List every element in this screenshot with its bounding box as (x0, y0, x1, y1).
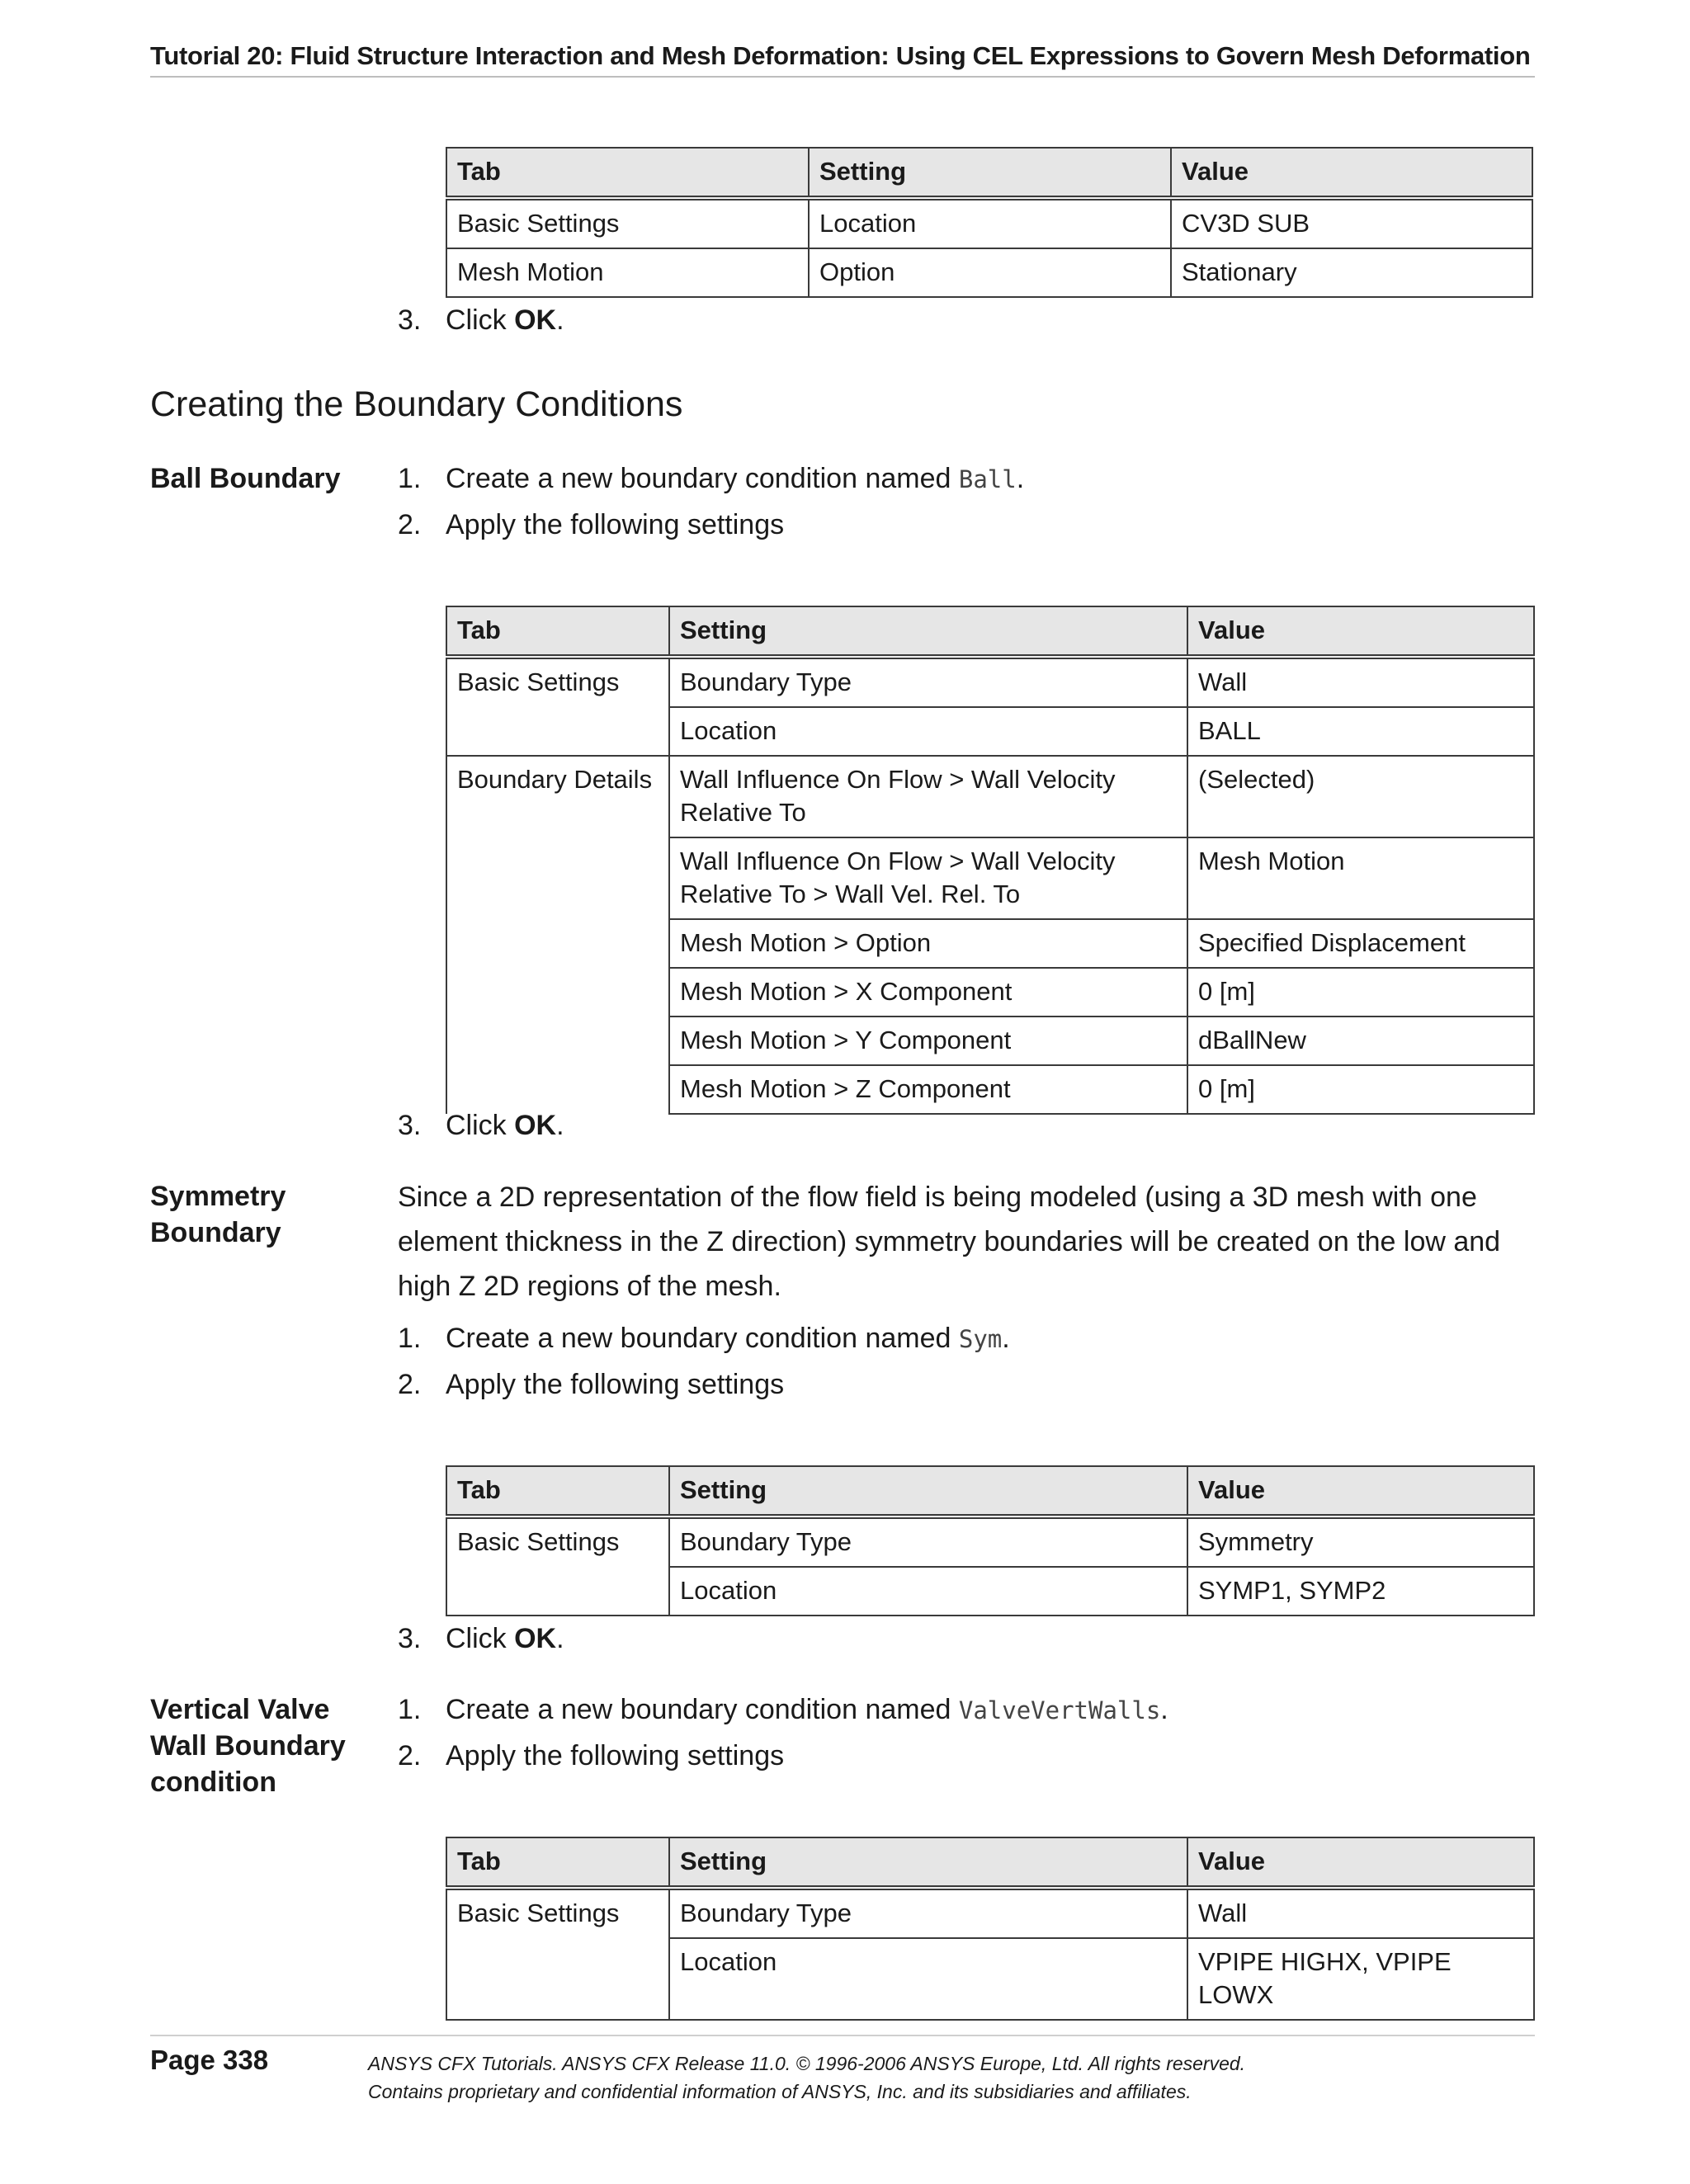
step-number: 2. (398, 1369, 422, 1400)
ball-boundary-label: Ball Boundary (150, 463, 341, 494)
cell-value: Mesh Motion (1187, 837, 1534, 919)
table-row (446, 657, 1534, 707)
column-header-setting: Setting (809, 148, 1171, 198)
step-text: Click (446, 1623, 515, 1654)
step-number: 3. (398, 1623, 422, 1654)
footer-copyright (368, 2050, 1245, 2106)
step-text: Click (446, 304, 515, 336)
cell-setting: Boundary Type (669, 657, 1187, 707)
label-line: Symmetry (150, 1181, 286, 1212)
valve-step-1 (398, 1691, 1168, 1729)
valve-step-2 (398, 1738, 784, 1774)
step-number: 2. (398, 509, 422, 540)
cell-setting: Wall Influence On Flow > Wall Velocity Relative To > Wall Vel. Rel. To (669, 837, 1187, 919)
cell-value: SYMP1, SYMP2 (1187, 1567, 1534, 1616)
cell-tab: Basic Settings (446, 657, 669, 756)
ok-keyword: OK (514, 1623, 557, 1654)
step-text: Click (446, 1110, 515, 1141)
cell-setting: Location (669, 707, 1187, 756)
column-header-tab: Tab (446, 148, 809, 198)
cell-setting: Location (809, 198, 1171, 248)
label-line: Wall Boundary (150, 1730, 346, 1762)
step-suffix: . (556, 1110, 564, 1141)
domain-settings-table (446, 147, 1533, 298)
boundary-name-code: Sym (958, 1325, 1003, 1353)
cell-value: CV3D SUB (1171, 198, 1532, 248)
symmetry-step-1 (398, 1320, 1010, 1357)
footer-line: ANSYS CFX Tutorials. ANSYS CFX Release 11.0. © 1996-2006 ANSYS Europe, Ltd. All rights reserved. (368, 2053, 1246, 2074)
column-header-value: Value (1187, 606, 1534, 657)
cell-setting: Location (669, 1567, 1187, 1616)
table-header-row (446, 148, 1532, 198)
step-suffix: . (1160, 1694, 1168, 1725)
cell-setting: Mesh Motion > X Component (669, 968, 1187, 1017)
column-header-value: Value (1187, 1837, 1534, 1888)
column-header-value: Value (1171, 148, 1532, 198)
cell-value: Stationary (1171, 248, 1532, 297)
step-number: 2. (398, 1740, 422, 1771)
table-row (446, 248, 1532, 297)
cell-value: 0 [m] (1187, 1065, 1534, 1114)
cell-setting: Mesh Motion > Y Component (669, 1017, 1187, 1065)
cell-value: Wall (1187, 1888, 1534, 1938)
footer-divider (150, 2035, 1535, 2036)
symmetry-step-3 (398, 1620, 564, 1657)
cell-tab: Boundary Details (446, 756, 669, 1114)
section-title: Creating the Boundary Conditions (150, 384, 683, 424)
symmetry-step-2 (398, 1366, 784, 1403)
column-header-setting: Setting (669, 1837, 1187, 1888)
ok-keyword: OK (514, 304, 557, 336)
page-header: Tutorial 20: Fluid Structure Interaction and Mesh Deformation: Using CEL Expressions to Govern Mesh Deformation (150, 41, 1535, 78)
cell-value: BALL (1187, 707, 1534, 756)
cell-tab: Basic Settings (446, 1517, 669, 1616)
table-header-row (446, 606, 1534, 657)
column-header-setting: Setting (669, 606, 1187, 657)
cell-value: dBallNew (1187, 1017, 1534, 1065)
ball-step-2 (398, 507, 784, 543)
column-header-tab: Tab (446, 606, 669, 657)
column-header-tab: Tab (446, 1466, 669, 1517)
step-text: Create a new boundary condition named (446, 1323, 959, 1354)
cell-value: Specified Displacement (1187, 919, 1534, 968)
table-row (446, 198, 1532, 248)
cell-value: VPIPE HIGHX, VPIPE LOWX (1187, 1938, 1534, 2020)
vertical-valve-label (150, 1691, 346, 1800)
step-suffix: . (556, 304, 564, 336)
symmetry-settings-table (446, 1465, 1535, 1616)
step-number: 1. (398, 463, 422, 494)
column-header-setting: Setting (669, 1466, 1187, 1517)
table-row (446, 756, 1534, 837)
label-line: Boundary (150, 1217, 281, 1248)
step-number: 1. (398, 1694, 422, 1725)
symmetry-paragraph: Since a 2D representation of the flow field is being modeled (using a 3D mesh with one element thickness in the Z direction) symmetry boundaries will be created on the low and high Z 2D regions of the mesh. (398, 1182, 1501, 1302)
step-text: Apply the following settings (446, 509, 785, 540)
step-click-ok (398, 302, 564, 338)
cell-setting: Option (809, 248, 1171, 297)
table-row (446, 1888, 1534, 1938)
page-number: Page 338 (150, 2045, 269, 2075)
cell-value: Symmetry (1187, 1517, 1534, 1567)
cell-value: (Selected) (1187, 756, 1534, 837)
step-text: Create a new boundary condition named (446, 1694, 959, 1725)
label-line: Vertical Valve (150, 1694, 330, 1725)
cell-setting: Location (669, 1938, 1187, 2020)
step-number: 3. (398, 304, 422, 336)
step-number: 3. (398, 1110, 422, 1141)
cell-value: 0 [m] (1187, 968, 1534, 1017)
table-row (446, 1517, 1534, 1567)
valve-settings-table (446, 1837, 1535, 2021)
cell-tab: Basic Settings (446, 1888, 669, 2020)
cell-setting: Mesh Motion > Option (669, 919, 1187, 968)
step-number: 1. (398, 1323, 422, 1354)
step-suffix: . (1002, 1323, 1010, 1354)
ball-settings-table (446, 606, 1535, 1115)
cell-tab: Basic Settings (446, 198, 809, 248)
ball-step-3 (398, 1107, 564, 1144)
boundary-name-code: Ball (958, 465, 1017, 493)
cell-value: Wall (1187, 657, 1534, 707)
symmetry-boundary-label (150, 1178, 286, 1251)
step-text: Apply the following settings (446, 1369, 785, 1400)
step-text: Apply the following settings (446, 1740, 785, 1771)
table-header-row (446, 1837, 1534, 1888)
footer-line: Contains proprietary and confidential information of ANSYS, Inc. and its subsidiaries and affiliates. (368, 2081, 1192, 2102)
boundary-name-code: ValveVertWalls (958, 1696, 1161, 1724)
cell-setting: Boundary Type (669, 1517, 1187, 1567)
column-header-value: Value (1187, 1466, 1534, 1517)
ok-keyword: OK (514, 1110, 557, 1141)
step-text: Create a new boundary condition named (446, 463, 959, 494)
cell-tab: Mesh Motion (446, 248, 809, 297)
table-header-row (446, 1466, 1534, 1517)
cell-setting: Mesh Motion > Z Component (669, 1065, 1187, 1114)
column-header-tab: Tab (446, 1837, 669, 1888)
cell-setting: Wall Influence On Flow > Wall Velocity Relative To (669, 756, 1187, 837)
step-suffix: . (1016, 463, 1025, 494)
label-line: condition (150, 1767, 276, 1798)
cell-setting: Boundary Type (669, 1888, 1187, 1938)
ball-step-1 (398, 460, 1024, 498)
step-suffix: . (556, 1623, 564, 1654)
